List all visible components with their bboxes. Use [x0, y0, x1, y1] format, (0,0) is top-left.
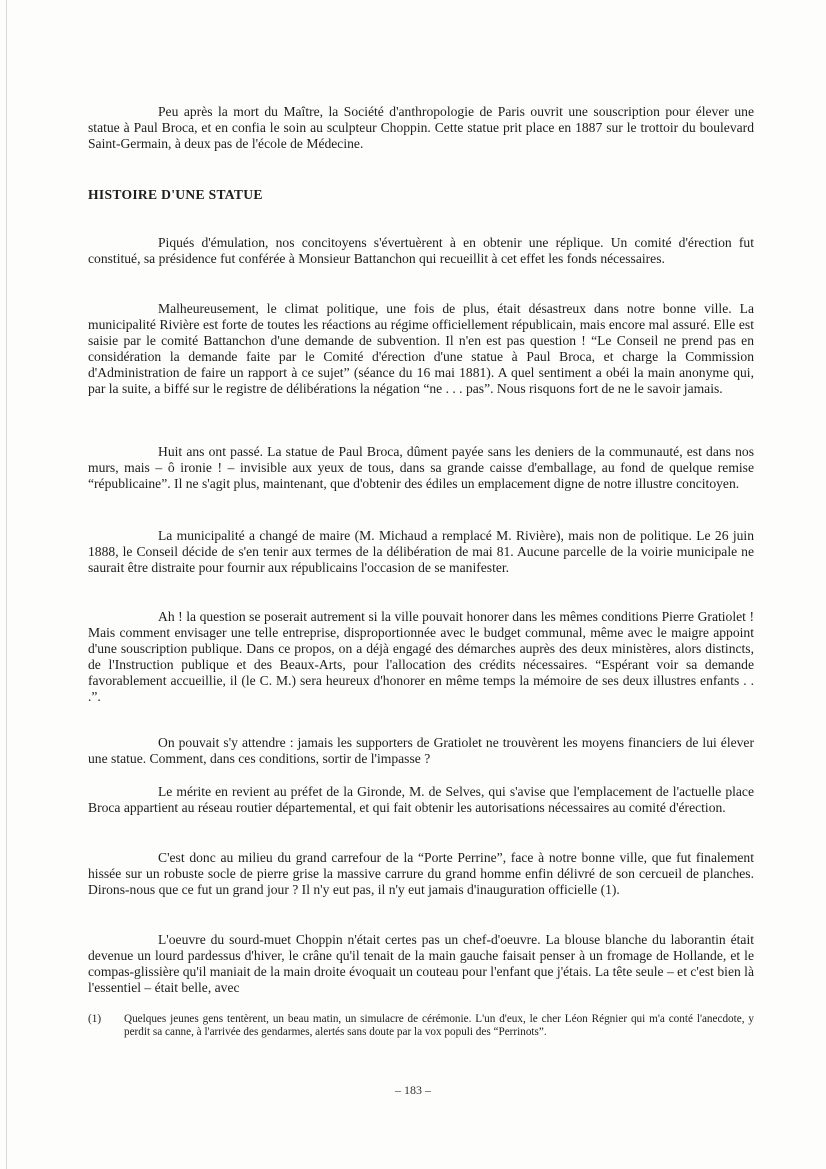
paragraph-intro: Peu après la mort du Maître, la Société d'anthropologie de Paris ouvrit une souscription pour élever une statue à Paul Broca, et en confia le soin au sculpteur Choppin. Cette statue prit place en 1887 sur le trottoir du boulevard Saint-Germain, à deux pas de l'école de Médecine. — [88, 104, 754, 151]
paragraph-9: L'oeuvre du sourd-muet Choppin n'était certes pas un chef-d'oeuvre. La blouse blanche du laborantin était devenue un lourd pardessus d'hiver, le crâne qu'il tenait de la main gauche faisait penser à un fromage de Hollande, et le compas-glissière qu'il maniait de la main droite évoquait un couteau pour l'enfant que j'étais. La tête seule – et c'est bien là l'essentiel – était belle, avec — [88, 932, 754, 995]
paragraph-3: Huit ans ont passé. La statue de Paul Broca, dûment payée sans les deniers de la communauté, est dans nos murs, mais – ô ironie ! – invisible aux yeux de tous, dans sa grande caisse d'emballage, au fond de quelque remise “républicaine”. Il ne s'agit plus, maintenant, que d'obtenir des édiles un emplacement digne de notre illustre concitoyen. — [88, 444, 754, 491]
paragraph-1: Piqués d'émulation, nos concitoyens s'évertuèrent à en obtenir une réplique. Un comité d'érection fut constitué, sa présidence fut conférée à Monsieur Battanchon qui recueillit à cet effet les fonds nécessaires. — [88, 235, 754, 266]
paragraph-4: La municipalité a changé de maire (M. Michaud a remplacé M. Rivière), mais non de politique. Le 26 juin 1888, le Conseil décide de s'en tenir aux termes de la délibération de mai 81. Aucune parcelle de la voirie municipale ne saurait être distraite pour fournir aux républicains l'occasion de se manifester. — [88, 528, 754, 575]
paragraph-8: C'est donc au milieu du grand carrefour de la “Porte Perrine”, face à notre bonne ville, que fut finalement hissée sur un robuste socle de pierre grise la massive carrure du grand homme enfin délivré de son cercueil de planches. Dirons-nous que ce fut un grand jour ? Il n'y eut pas, il n'y eut jamais d'inauguration officielle (1). — [88, 850, 754, 897]
footnote — [88, 1013, 754, 1039]
section-heading: HISTOIRE D'UNE STATUE — [88, 187, 263, 202]
paragraph-6: On pouvait s'y attendre : jamais les supporters de Gratiolet ne trouvèrent les moyens financiers de lui élever une statue. Comment, dans ces conditions, sortir de l'impasse ? — [88, 735, 754, 766]
page-number: – 183 – — [395, 1083, 431, 1097]
paragraph-5: Ah ! la question se poserait autrement si la ville pouvait honorer dans les mêmes conditions Pierre Gratiolet ! Mais comment envisager une telle entreprise, disproportionnée avec le budget communal, même avec le maigre appoint d'une souscription publique. Dans ce propos, on a déjà engagé des démarches auprès des deux ministères, alors distincts, de l'Instruction publique et des Beaux-Arts, pour l'allocation des crédits nécessaires. “Espérant voir sa demande favorablement accueillie, il (le C. M.) sera heureux d'honorer en même temps la mémoire de ses deux illustres enfants . . .”. — [88, 609, 754, 704]
paragraph-7: Le mérite en revient au préfet de la Gironde, M. de Selves, qui s'avise que l'emplacement de l'actuelle place Broca appartient au réseau routier départemental, et qui fait obtenir les autorisations nécessaires au comité d'érection. — [88, 784, 754, 815]
footnote-text: Quelques jeunes gens tentèrent, un beau matin, un simulacre de cérémonie. L'un d'eux, le cher Léon Régnier qui m'a conté l'anecdote, y perdit sa canne, à l'arrivée des gendarmes, alertés sans doute par la vox populi des “Perrinots”. — [124, 1013, 754, 1038]
footnote-marker: (1) — [88, 1013, 102, 1025]
paragraph-2: Malheureusement, le climat politique, une fois de plus, était désastreux dans notre bonne ville. La municipalité Rivière est forte de toutes les réactions au régime officiellement républicain, mais encore mal assuré. Elle est saisie par le comité Battanchon d'une demande de subvention. Il n'en est pas question ! “Le Conseil ne prend pas en considération la demande faite par le Comité d'érection d'une statue à Paul Broca, et charge la Commission d'Administration de faire un rapport à ce sujet” (séance du 16 mai 1881). A quel sentiment a obéi la main anonyme qui, par la suite, a biffé sur le registre de délibérations la négation “ne . . . pas”. Nous risquons fort de ne le savoir jamais. — [88, 301, 754, 396]
scan-edge-line — [6, 0, 7, 1169]
